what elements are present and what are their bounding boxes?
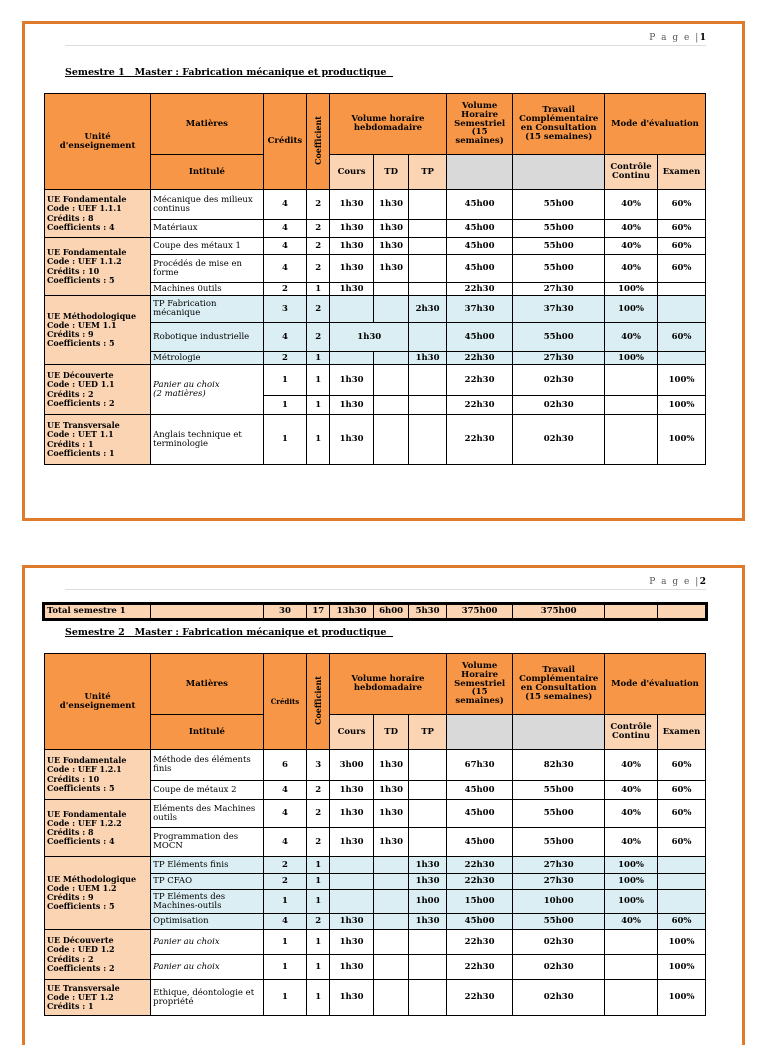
cours-cell: 1h30 bbox=[330, 323, 409, 352]
credits-cell: 1 bbox=[263, 930, 307, 955]
travail-cell: 55h00 bbox=[513, 828, 605, 857]
cours-cell: 1h30 bbox=[330, 255, 374, 283]
examen-cell: 60% bbox=[658, 800, 706, 828]
coef-cell: 1 bbox=[307, 955, 330, 980]
credits-cell: 1 bbox=[263, 980, 307, 1016]
cours-cell: 1h30 bbox=[330, 415, 374, 465]
credits-cell: 2 bbox=[263, 874, 307, 890]
volume-sem-cell: 37h30 bbox=[446, 296, 513, 323]
credits-cell: 4 bbox=[263, 914, 307, 930]
examen-cell: 100% bbox=[658, 955, 706, 980]
table-row bbox=[45, 365, 706, 396]
coef-cell: 2 bbox=[307, 914, 330, 930]
coef-cell: 2 bbox=[307, 781, 330, 800]
matiere-cell: Eléments des Machines outils bbox=[151, 800, 263, 828]
tp-cell bbox=[409, 828, 446, 857]
travail-cell: 55h00 bbox=[513, 781, 605, 800]
tp-cell: 1h30 bbox=[409, 857, 446, 874]
coef-cell: 3 bbox=[307, 750, 330, 781]
examen-cell bbox=[658, 283, 706, 296]
matiere-cell: TP Fabrication mécanique bbox=[151, 296, 263, 323]
volume-sem-cell: 15h00 bbox=[446, 890, 513, 914]
examen-cell: 100% bbox=[658, 415, 706, 465]
credits-cell: 4 bbox=[263, 238, 307, 255]
matiere-cell: Mécanique des milieux continus bbox=[151, 190, 263, 220]
examen-cell: 60% bbox=[658, 781, 706, 800]
controle-cell: 40% bbox=[604, 828, 657, 857]
cours-cell: 1h30 bbox=[330, 828, 374, 857]
examen-cell bbox=[658, 352, 706, 365]
credits-cell: 2 bbox=[263, 857, 307, 874]
matiere-cell: TP Eléments des Machines-outils bbox=[151, 890, 263, 914]
matiere-cell: Panier au choix bbox=[151, 930, 263, 955]
examen-cell bbox=[658, 296, 706, 323]
credits-cell: 4 bbox=[263, 220, 307, 238]
td-cell: 1h30 bbox=[373, 750, 408, 781]
semester-1-table bbox=[44, 93, 706, 465]
volume-sem-cell: 22h30 bbox=[446, 930, 513, 955]
table-row bbox=[45, 800, 706, 828]
volume-sem-cell: 45h00 bbox=[446, 828, 513, 857]
tp-cell: 1h00 bbox=[409, 890, 446, 914]
blank-cell bbox=[513, 715, 605, 750]
unite-header: Unité d'enseignement bbox=[45, 94, 151, 190]
examen-cell: 60% bbox=[658, 914, 706, 930]
coef-cell: 1 bbox=[307, 980, 330, 1016]
credits-cell: 4 bbox=[263, 255, 307, 283]
volume-sem-cell: 67h30 bbox=[446, 750, 513, 781]
td-cell bbox=[373, 296, 408, 323]
credits-cell: 1 bbox=[263, 415, 307, 465]
td-cell bbox=[373, 930, 408, 955]
credits-header: Crédits bbox=[263, 654, 307, 750]
tp-cell bbox=[409, 396, 446, 415]
controle-header: Contrôle Continu bbox=[604, 155, 657, 190]
travail-cell: 55h00 bbox=[513, 220, 605, 238]
cours-cell bbox=[330, 890, 374, 914]
ue-label: UE Fondamentale Code : UEF 1.1.2 Crédits : 10 Coefficients : 5 bbox=[45, 238, 151, 296]
page-number: P a g e |1 bbox=[649, 33, 706, 43]
cours-cell: 1h30 bbox=[330, 800, 374, 828]
travail-cell: 55h00 bbox=[513, 323, 605, 352]
coef-cell: 1 bbox=[307, 396, 330, 415]
coef-cell: 2 bbox=[307, 238, 330, 255]
td-cell: 1h30 bbox=[373, 828, 408, 857]
volume-sem-cell: 22h30 bbox=[446, 365, 513, 396]
tp-cell: 1h30 bbox=[409, 914, 446, 930]
intitule-header: Intitulé bbox=[151, 155, 263, 190]
coef-cell: 2 bbox=[307, 190, 330, 220]
controle-cell: 100% bbox=[604, 283, 657, 296]
coef-cell: 2 bbox=[307, 255, 330, 283]
cours-cell: 1h30 bbox=[330, 980, 374, 1016]
semester-2-title: Semestre 2 Master : Fabrication mécanique et productique bbox=[65, 627, 394, 638]
cours-cell: 1h30 bbox=[330, 238, 374, 255]
ue-label: UE Méthodologique Code : UEM 1.2 Crédits : 9 Coefficients : 5 bbox=[45, 857, 151, 930]
examen-cell: 100% bbox=[658, 365, 706, 396]
volume-sem-cell: 22h30 bbox=[446, 283, 513, 296]
header-rule bbox=[65, 589, 706, 590]
volume-sem-cell: 45h00 bbox=[446, 323, 513, 352]
credits-cell: 4 bbox=[263, 800, 307, 828]
credits-cell: 4 bbox=[263, 323, 307, 352]
travail-cell: 02h30 bbox=[513, 955, 605, 980]
tp-cell bbox=[409, 220, 446, 238]
tp-cell: 2h30 bbox=[409, 296, 446, 323]
matiere-cell: Programmation des MOCN bbox=[151, 828, 263, 857]
controle-cell bbox=[604, 930, 657, 955]
td-cell bbox=[373, 352, 408, 365]
total-semester-1-table bbox=[44, 604, 706, 619]
cours-cell: 1h30 bbox=[330, 365, 374, 396]
volume-sem-header: Volume Horaire Semestriel (15 semaines) bbox=[446, 94, 513, 155]
matiere-cell: Coupe des métaux 1 bbox=[151, 238, 263, 255]
examen-header: Examen bbox=[658, 155, 706, 190]
blank-cell bbox=[604, 605, 657, 619]
matiere-cell: Métrologie bbox=[151, 352, 263, 365]
ue-label: UE Transversale Code : UET 1.1 Crédits : 1 Coefficients : 1 bbox=[45, 415, 151, 465]
semester-2-body bbox=[45, 750, 706, 1016]
tp-cell bbox=[409, 955, 446, 980]
table-row bbox=[45, 296, 706, 323]
matiere-cell: TP CFAO bbox=[151, 874, 263, 890]
credits-cell: 4 bbox=[263, 828, 307, 857]
tp-cell bbox=[409, 930, 446, 955]
semester-1-title: Semestre 1 Master : Fabrication mécanique et productique bbox=[65, 67, 394, 78]
matiere-cell: Procédés de mise en forme bbox=[151, 255, 263, 283]
tp-cell bbox=[409, 283, 446, 296]
volume-sem-cell: 22h30 bbox=[446, 396, 513, 415]
travail-cell: 10h00 bbox=[513, 890, 605, 914]
table-row bbox=[45, 238, 706, 255]
volume-sem-cell: 22h30 bbox=[446, 874, 513, 890]
matiere-cell: Machines 0utils bbox=[151, 283, 263, 296]
credits-cell: 1 bbox=[263, 396, 307, 415]
volume-sem-cell: 45h00 bbox=[446, 190, 513, 220]
controle-cell bbox=[604, 415, 657, 465]
td-cell bbox=[373, 890, 408, 914]
td-header: TD bbox=[373, 155, 408, 190]
coef-cell: 2 bbox=[307, 220, 330, 238]
td-cell: 1h30 bbox=[373, 238, 408, 255]
travail-cell: 55h00 bbox=[513, 800, 605, 828]
ue-label: UE Fondamentale Code : UEF 1.2.1 Crédits : 10 Coefficients : 5 bbox=[45, 750, 151, 800]
total-credits: 30 bbox=[263, 605, 307, 619]
td-cell bbox=[373, 396, 408, 415]
tp-cell bbox=[409, 415, 446, 465]
tp-cell bbox=[409, 238, 446, 255]
mode-header: Mode d'évaluation bbox=[604, 94, 705, 155]
coef-cell: 2 bbox=[307, 296, 330, 323]
td-cell: 1h30 bbox=[373, 220, 408, 238]
credits-cell: 6 bbox=[263, 750, 307, 781]
travail-cell: 02h30 bbox=[513, 930, 605, 955]
coef-cell: 2 bbox=[307, 828, 330, 857]
controle-cell: 40% bbox=[604, 914, 657, 930]
matiere-cell: Coupe de métaux 2 bbox=[151, 781, 263, 800]
travail-cell: 27h30 bbox=[513, 283, 605, 296]
coef-cell: 1 bbox=[307, 890, 330, 914]
coef-cell: 1 bbox=[307, 930, 330, 955]
controle-cell: 100% bbox=[604, 890, 657, 914]
travail-cell: 55h00 bbox=[513, 914, 605, 930]
ue-label: UE Fondamentale Code : UEF 1.2.2 Crédits : 8 Coefficients : 4 bbox=[45, 800, 151, 857]
tp-cell bbox=[409, 800, 446, 828]
ue-label: UE Découverte Code : UED 1.2 Crédits : 2 Coefficients : 2 bbox=[45, 930, 151, 980]
coef-cell: 1 bbox=[307, 352, 330, 365]
credits-cell: 3 bbox=[263, 296, 307, 323]
examen-cell: 60% bbox=[658, 828, 706, 857]
cours-cell: 1h30 bbox=[330, 283, 374, 296]
total-cours: 13h30 bbox=[330, 605, 374, 619]
credits-header: Crédits bbox=[263, 94, 307, 190]
controle-cell: 40% bbox=[604, 255, 657, 283]
examen-cell: 100% bbox=[658, 930, 706, 955]
matiere-cell: Panier au choix bbox=[151, 955, 263, 980]
ue-label: UE Découverte Code : UED 1.1 Crédits : 2 Coefficients : 2 bbox=[45, 365, 151, 415]
cours-cell bbox=[330, 352, 374, 365]
total-tp: 5h30 bbox=[409, 605, 446, 619]
td-cell bbox=[373, 955, 408, 980]
matiere-cell: TP Eléments finis bbox=[151, 857, 263, 874]
credits-cell: 1 bbox=[263, 890, 307, 914]
controle-cell: 100% bbox=[604, 352, 657, 365]
coefficient-header: Coefficient bbox=[307, 94, 330, 190]
td-cell bbox=[373, 857, 408, 874]
blank-cell bbox=[658, 605, 706, 619]
total-vol: 375h00 bbox=[446, 605, 513, 619]
td-cell bbox=[373, 365, 408, 396]
controle-cell bbox=[604, 980, 657, 1016]
controle-cell bbox=[604, 365, 657, 396]
travail-cell: 55h00 bbox=[513, 190, 605, 220]
credits-cell: 4 bbox=[263, 190, 307, 220]
table-row bbox=[45, 190, 706, 220]
table-row bbox=[45, 750, 706, 781]
semester-1-body bbox=[45, 190, 706, 465]
matiere-cell: Optimisation bbox=[151, 914, 263, 930]
page-number: P a g e |2 bbox=[649, 577, 706, 587]
table-row bbox=[45, 857, 706, 874]
cours-header: Cours bbox=[330, 715, 374, 750]
cours-cell: 1h30 bbox=[330, 220, 374, 238]
page-1 bbox=[22, 21, 745, 521]
volume-sem-cell: 22h30 bbox=[446, 857, 513, 874]
cours-cell: 1h30 bbox=[330, 914, 374, 930]
volume-sem-cell: 45h00 bbox=[446, 914, 513, 930]
volume-sem-cell: 22h30 bbox=[446, 955, 513, 980]
tp-cell bbox=[409, 750, 446, 781]
coef-cell: 1 bbox=[307, 365, 330, 396]
examen-header: Examen bbox=[658, 715, 706, 750]
ue-label: UE Méthodologique Code : UEM 1.1 Crédits : 9 Coefficients : 5 bbox=[45, 296, 151, 365]
cours-cell bbox=[330, 857, 374, 874]
td-cell bbox=[373, 914, 408, 930]
tp-cell bbox=[409, 781, 446, 800]
coefficient-header: Coefficient bbox=[307, 654, 330, 750]
controle-cell: 40% bbox=[604, 238, 657, 255]
blank-cell bbox=[446, 155, 513, 190]
intitule-header: Intitulé bbox=[151, 715, 263, 750]
cours-header: Cours bbox=[330, 155, 374, 190]
coef-cell: 1 bbox=[307, 857, 330, 874]
td-cell: 1h30 bbox=[373, 190, 408, 220]
travail-cell: 55h00 bbox=[513, 255, 605, 283]
volume-hebdo-header: Volume horaire hebdomadaire bbox=[330, 94, 447, 155]
coef-cell: 2 bbox=[307, 800, 330, 828]
tp-cell: 1h30 bbox=[409, 874, 446, 890]
examen-cell: 100% bbox=[658, 396, 706, 415]
cours-cell: 3h00 bbox=[330, 750, 374, 781]
td-cell bbox=[373, 415, 408, 465]
cours-cell: 1h30 bbox=[330, 781, 374, 800]
examen-cell: 60% bbox=[658, 750, 706, 781]
ue-label: UE Transversale Code : UET 1.2 Crédits : 1 bbox=[45, 980, 151, 1016]
examen-cell: 60% bbox=[658, 220, 706, 238]
controle-cell: 100% bbox=[604, 874, 657, 890]
tp-cell bbox=[409, 190, 446, 220]
tp-cell bbox=[409, 323, 446, 352]
controle-cell: 40% bbox=[604, 220, 657, 238]
tp-cell bbox=[409, 980, 446, 1016]
matieres-header: Matières bbox=[151, 94, 263, 155]
blank-cell bbox=[513, 155, 605, 190]
blank-cell bbox=[151, 605, 263, 619]
volume-sem-cell: 22h30 bbox=[446, 352, 513, 365]
volume-sem-header: Volume Horaire Semestriel (15 semaines) bbox=[446, 654, 513, 715]
cours-cell: 1h30 bbox=[330, 396, 374, 415]
td-cell bbox=[373, 874, 408, 890]
tp-header: TP bbox=[409, 715, 446, 750]
tp-cell bbox=[409, 255, 446, 283]
total-coef: 17 bbox=[307, 605, 330, 619]
examen-cell: 60% bbox=[658, 190, 706, 220]
unite-header: Unité d'enseignement bbox=[45, 654, 151, 750]
td-cell: 1h30 bbox=[373, 781, 408, 800]
controle-cell: 40% bbox=[604, 323, 657, 352]
table-row bbox=[45, 980, 706, 1016]
volume-sem-cell: 45h00 bbox=[446, 220, 513, 238]
examen-cell: 60% bbox=[658, 238, 706, 255]
tp-cell: 1h30 bbox=[409, 352, 446, 365]
tp-cell bbox=[409, 365, 446, 396]
examen-cell: 60% bbox=[658, 323, 706, 352]
travail-cell: 02h30 bbox=[513, 415, 605, 465]
controle-cell: 40% bbox=[604, 190, 657, 220]
td-cell bbox=[373, 980, 408, 1016]
controle-header: Contrôle Continu bbox=[604, 715, 657, 750]
travail-cell: 02h30 bbox=[513, 396, 605, 415]
controle-cell: 40% bbox=[604, 781, 657, 800]
cours-cell bbox=[330, 296, 374, 323]
credits-cell: 1 bbox=[263, 365, 307, 396]
coef-cell: 1 bbox=[307, 415, 330, 465]
matiere-cell: Matériaux bbox=[151, 220, 263, 238]
travail-cell: 27h30 bbox=[513, 857, 605, 874]
volume-sem-cell: 45h00 bbox=[446, 255, 513, 283]
matiere-cell: Méthode des éléments finis bbox=[151, 750, 263, 781]
examen-cell bbox=[658, 874, 706, 890]
credits-cell: 2 bbox=[263, 283, 307, 296]
header-rule bbox=[65, 45, 706, 46]
controle-cell: 100% bbox=[604, 296, 657, 323]
td-header: TD bbox=[373, 715, 408, 750]
volume-sem-cell: 22h30 bbox=[446, 415, 513, 465]
examen-cell bbox=[658, 890, 706, 914]
volume-hebdo-header: Volume horaire hebdomadaire bbox=[330, 654, 447, 715]
controle-cell: 40% bbox=[604, 750, 657, 781]
coef-cell: 2 bbox=[307, 323, 330, 352]
matiere-cell: Robotique industrielle bbox=[151, 323, 263, 352]
semester-2-table bbox=[44, 653, 706, 1016]
credits-cell: 2 bbox=[263, 352, 307, 365]
controle-cell: 100% bbox=[604, 857, 657, 874]
volume-sem-cell: 45h00 bbox=[446, 800, 513, 828]
examen-cell bbox=[658, 857, 706, 874]
total-trav: 375h00 bbox=[513, 605, 605, 619]
travail-cell: 82h30 bbox=[513, 750, 605, 781]
tp-header: TP bbox=[409, 155, 446, 190]
matieres-header: Matières bbox=[151, 654, 263, 715]
td-cell: 1h30 bbox=[373, 255, 408, 283]
blank-cell bbox=[446, 715, 513, 750]
volume-sem-cell: 45h00 bbox=[446, 238, 513, 255]
cours-cell: 1h30 bbox=[330, 955, 374, 980]
travail-cell: 27h30 bbox=[513, 874, 605, 890]
controle-cell bbox=[604, 396, 657, 415]
cours-cell bbox=[330, 874, 374, 890]
coef-cell: 1 bbox=[307, 874, 330, 890]
td-cell bbox=[373, 283, 408, 296]
matiere-cell: Anglais technique et terminologie bbox=[151, 415, 263, 465]
volume-sem-cell: 22h30 bbox=[446, 980, 513, 1016]
total-label: Total semestre 1 bbox=[45, 605, 151, 619]
credits-cell: 4 bbox=[263, 781, 307, 800]
matiere-cell: Ethique, déontologie et propriété bbox=[151, 980, 263, 1016]
mode-header: Mode d'évaluation bbox=[604, 654, 705, 715]
total-td: 6h00 bbox=[373, 605, 408, 619]
travail-cell: 02h30 bbox=[513, 365, 605, 396]
examen-cell: 100% bbox=[658, 980, 706, 1016]
table-row bbox=[45, 415, 706, 465]
table-row bbox=[45, 930, 706, 955]
travail-cell: 37h30 bbox=[513, 296, 605, 323]
volume-sem-cell: 45h00 bbox=[446, 781, 513, 800]
cours-cell: 1h30 bbox=[330, 930, 374, 955]
page-2 bbox=[22, 565, 745, 1045]
ue-label: UE Fondamentale Code : UEF 1.1.1 Crédits : 8 Coefficients : 4 bbox=[45, 190, 151, 238]
credits-cell: 1 bbox=[263, 955, 307, 980]
matiere-cell: Panier au choix (2 matières) bbox=[151, 365, 263, 415]
travail-header: Travail Complémentaire en Consultation (15 semaines) bbox=[513, 654, 605, 715]
travail-cell: 55h00 bbox=[513, 238, 605, 255]
cours-cell: 1h30 bbox=[330, 190, 374, 220]
travail-cell: 27h30 bbox=[513, 352, 605, 365]
examen-cell: 60% bbox=[658, 255, 706, 283]
travail-cell: 02h30 bbox=[513, 980, 605, 1016]
coef-cell: 1 bbox=[307, 283, 330, 296]
controle-cell: 40% bbox=[604, 800, 657, 828]
td-cell: 1h30 bbox=[373, 800, 408, 828]
controle-cell bbox=[604, 955, 657, 980]
travail-header: Travail Complémentaire en Consultation (15 semaines) bbox=[513, 94, 605, 155]
